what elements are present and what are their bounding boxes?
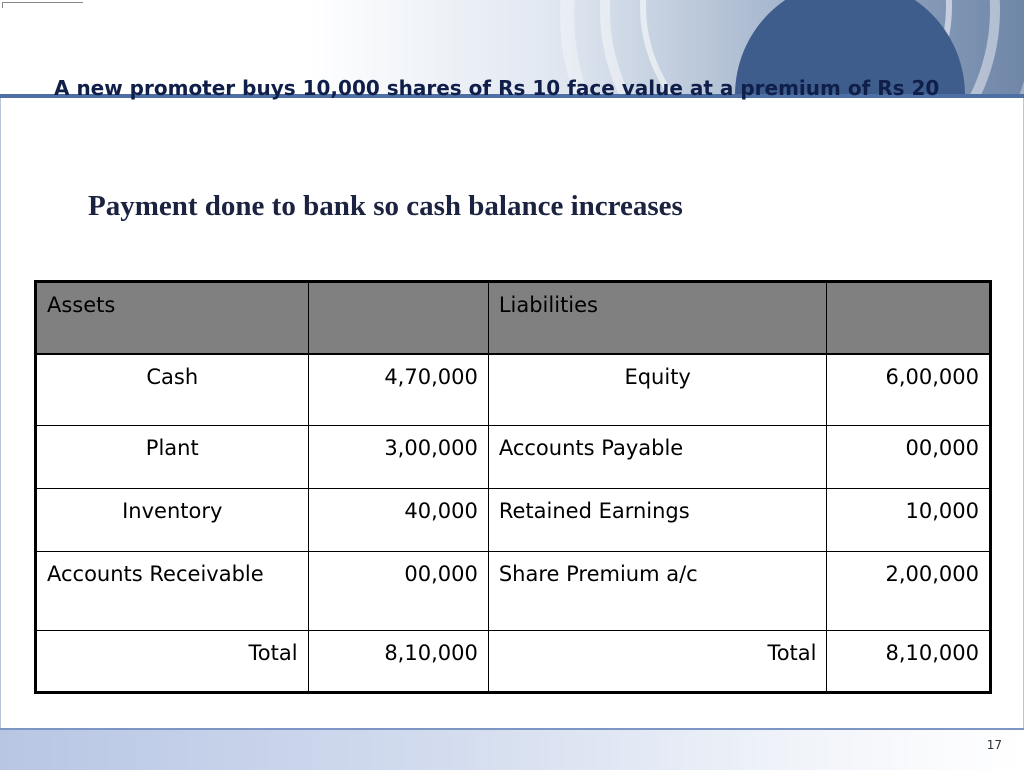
- liability-value-cell: 10,000: [827, 489, 991, 552]
- asset-total-value: 8,10,000: [308, 631, 488, 693]
- asset-value-cell: 00,000: [308, 552, 488, 631]
- table-row: [36, 489, 991, 552]
- header-liabilities: Liabilities: [488, 282, 827, 355]
- liability-value-cell: 00,000: [827, 426, 991, 489]
- liability-total-label: Total: [488, 631, 827, 693]
- asset-name-cell: Cash: [36, 354, 309, 426]
- asset-value-cell: 40,000: [308, 489, 488, 552]
- header-assets: Assets: [36, 282, 309, 355]
- table-row: [36, 552, 991, 631]
- asset-value-cell: 4,70,000: [308, 354, 488, 426]
- slide-title: A new promoter buys 10,000 shares of Rs 10 face value at a premium of Rs 20: [54, 76, 940, 100]
- footer-decoration: [0, 728, 1024, 770]
- asset-value-cell: 3,00,000: [308, 426, 488, 489]
- corner-mark: [2, 2, 83, 8]
- asset-name-cell: Inventory: [36, 489, 309, 552]
- liability-name-cell: Share Premium a/c: [488, 552, 827, 631]
- balance-sheet-table: [34, 280, 992, 694]
- header-liabilities-value: [827, 282, 991, 355]
- asset-total-label: Total: [36, 631, 309, 693]
- left-border: [0, 98, 1, 728]
- asset-name-cell: Accounts Receivable: [36, 552, 309, 631]
- table-row: [36, 354, 991, 426]
- table-row: [36, 426, 991, 489]
- asset-name-cell: Plant: [36, 426, 309, 489]
- liability-value-cell: 2,00,000: [827, 552, 991, 631]
- table-total-row: [36, 631, 991, 693]
- liability-total-value: 8,10,000: [827, 631, 991, 693]
- table-header-row: [36, 282, 991, 355]
- slide-subtitle: Payment done to bank so cash balance increases: [88, 190, 683, 222]
- liability-value-cell: 6,00,000: [827, 354, 991, 426]
- page-number: 17: [986, 738, 1002, 752]
- liability-name-cell: Equity: [488, 354, 827, 426]
- liability-name-cell: Retained Earnings: [488, 489, 827, 552]
- liability-name-cell: Accounts Payable: [488, 426, 827, 489]
- header-assets-value: [308, 282, 488, 355]
